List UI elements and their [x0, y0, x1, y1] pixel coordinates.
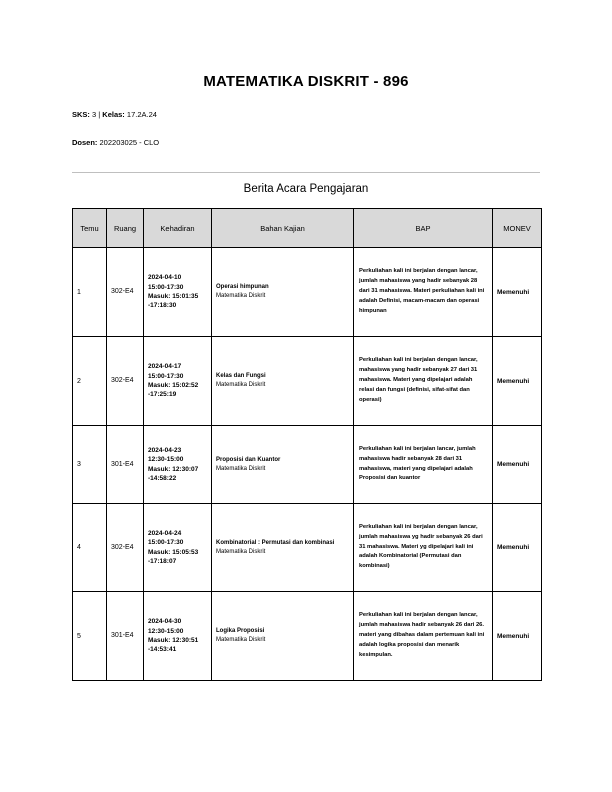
divider: [72, 172, 540, 173]
lecturer-info: [72, 138, 159, 147]
topic-text: Operasi himpunan: [216, 284, 269, 290]
course-name: Matematika Diskrit: [216, 637, 266, 643]
table-row: [73, 337, 542, 426]
kehadiran-cell: [144, 337, 212, 426]
course-name: Matematika Diskrit: [216, 382, 266, 388]
course-name: Matematika Diskrit: [216, 548, 266, 555]
session-time: 12:30-15:00: [148, 627, 184, 635]
monev-cell: Memenuhi: [493, 248, 542, 337]
column-header-ruang: Ruang: [107, 209, 144, 248]
course-title: MATEMATIKA DISKRIT - 896: [203, 73, 409, 90]
topic-text: Logika Proposisi: [216, 628, 265, 634]
check-in-time: Masuk: 15:02:52: [148, 382, 199, 389]
ruang-cell: 302-E4: [107, 337, 144, 426]
session-date: 2024-04-24: [148, 529, 182, 537]
kehadiran-cell: [144, 504, 212, 592]
course-name: Matematika Diskrit: [216, 293, 266, 299]
bap-cell: Perkuliahan kali ini berjalan dengan lancar, jumlah mahasiswa yg hadir sebanyak 26 dari 31 mahasiswa. Materi yg dipelajari kali ini adalah Kombinatorial (Permutasi dan kombinasi): [354, 504, 493, 592]
column-header-bap: BAP: [354, 209, 493, 248]
class-info: [72, 110, 157, 119]
session-date: 2024-04-17: [148, 363, 182, 371]
column-header-monev: MONEV: [493, 209, 542, 248]
course-name: Matematika Diskrit: [216, 465, 266, 472]
table-row: [73, 592, 542, 681]
check-in-time: Masuk: 12:30:51: [148, 637, 199, 644]
check-in-time: Masuk: 12:30:07: [148, 465, 199, 473]
bahan-kajian-cell: [212, 337, 354, 426]
bap-cell: Perkuliahan kali ini berjalan lancar, jumlah mahasiswa hadir sebanyak 28 dari 31 mahasiswa, materi yang dipelajari adalah Proposisi dan kuantor: [354, 426, 493, 504]
temu-cell: 4: [73, 504, 107, 592]
bap-cell: Perkuliahan kali ini berjalan dengan lancar, mahasiswa yang hadir sebanyak 27 dari 31 mahasiswa. Materi yang dipelajari adalah relasi dan fungsi (definisi, sifat-sifat dan operasi): [354, 337, 493, 426]
session-time: 12:30-15:00: [148, 456, 184, 464]
session-date: 2024-04-30: [148, 618, 182, 626]
monev-cell: Memenuhi: [493, 592, 542, 681]
section-title: Berita Acara Pengajaran: [243, 183, 369, 195]
dosen-value: 202203025 - CLO: [97, 138, 160, 147]
check-out-time: -14:58:22: [148, 474, 177, 482]
ruang-cell: 302-E4: [107, 504, 144, 592]
topic-text: Kelas dan Fungsi: [216, 373, 266, 379]
bap-cell: Perkuliahan kali ini berjalan dengan lancar, jumlah mahasiswa hadir sebanyak 26 dari 26. materi yang dibahas dalam pertemuan kali ini adalah logika proposisi dan menarik kesimpulan.: [354, 592, 493, 681]
session-date: 2024-04-10: [148, 274, 182, 282]
check-out-time: -14:53:41: [148, 646, 177, 654]
sks-label: SKS:: [72, 110, 90, 119]
table-row: [73, 426, 542, 504]
monev-cell: Memenuhi: [493, 504, 542, 592]
check-in-time: Masuk: 15:01:35: [148, 293, 199, 300]
kelas-label: Kelas:: [102, 110, 125, 119]
kelas-value: 17.2A.24: [124, 110, 157, 119]
ruang-cell: 301-E4: [107, 426, 144, 504]
column-header-temu: Temu: [73, 209, 107, 248]
check-out-time: -17:25:19: [148, 391, 177, 399]
topic-text: Kombinatorial : Permutasi dan kombinasi: [216, 539, 335, 546]
session-time: 15:00-17:30: [148, 539, 184, 547]
temu-cell: 2: [73, 337, 107, 426]
table-row: [73, 504, 542, 592]
ruang-cell: 301-E4: [107, 592, 144, 681]
column-header-kehadiran: Kehadiran: [144, 209, 212, 248]
dosen-label: Dosen:: [72, 138, 98, 147]
bahan-kajian-cell: [212, 504, 354, 592]
bahan-kajian-cell: [212, 248, 354, 337]
check-in-time: Masuk: 15:05:53: [148, 548, 199, 556]
check-out-time: -17:18:07: [148, 557, 177, 565]
bahan-kajian-cell: [212, 426, 354, 504]
temu-cell: 5: [73, 592, 107, 681]
table-header-row: [73, 209, 542, 248]
ruang-cell: 302-E4: [107, 248, 144, 337]
temu-cell: 1: [73, 248, 107, 337]
temu-cell: 3: [73, 426, 107, 504]
session-date: 2024-04-23: [148, 446, 182, 454]
session-time: 15:00-17:30: [148, 372, 184, 380]
monev-cell: Memenuhi: [493, 426, 542, 504]
table-row: [73, 248, 542, 337]
kehadiran-cell: [144, 426, 212, 504]
bahan-kajian-cell: [212, 592, 354, 681]
check-out-time: -17:18:30: [148, 302, 177, 310]
sks-value: 3 |: [89, 110, 103, 119]
bap-table: [72, 208, 542, 681]
column-header-bahan-kajian: Bahan Kajian: [212, 209, 354, 248]
session-time: 15:00-17:30: [148, 283, 184, 291]
kehadiran-cell: [144, 592, 212, 681]
monev-cell: Memenuhi: [493, 337, 542, 426]
topic-text: Proposisi dan Kuantor: [216, 456, 281, 463]
kehadiran-cell: [144, 248, 212, 337]
bap-cell: Perkuliahan kali ini berjalan dengan lancar, jumlah mahasiswa yang hadir sebanyak 28 dari 31 mahasiswa. Materi perkuliahan kali ini adalah Definisi, macam-macam dan operasi himpunan: [354, 248, 493, 337]
